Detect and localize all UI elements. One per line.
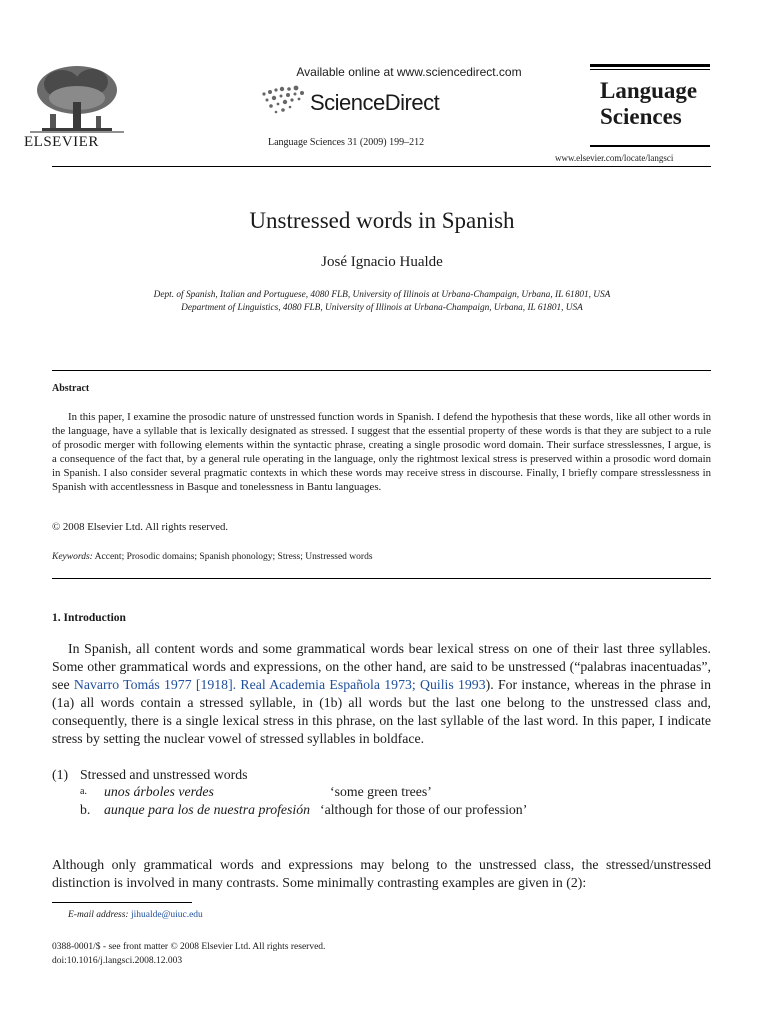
abstract-copyright: © 2008 Elsevier Ltd. All rights reserved. — [52, 521, 229, 533]
abstract-heading: Abstract — [52, 383, 90, 394]
example-number: (1) — [52, 767, 69, 782]
available-online-text: Available online at www.sciencedirect.com — [296, 65, 522, 79]
journal-masthead-rule-thin — [590, 69, 710, 70]
journal-masthead-rule — [590, 64, 710, 67]
abstract-body: In this paper, I examine the prosodic nature of unstressed function words in Spanish. I defend the hypothesis that these words, like all other words in the language, have a syllable that is lexically designated as stressed. I suggest that the essential property of these words is that they are subject to a rule of prosodic merger with following elements within the syntactic phrase, creating a single prosodic word domain. Their surface stresslessnes, I argue, is a consequence of the fact that, by a general rule operating in the language, only the rightmost lexical stress is preserved within a prosodic word domain in Spanish. I also consider several pragmatic contexts in which these words may receive stress in discourse. Finally, I briefly compare stresslessness in Spanish with accentlessness in Basque and tonelessness in Bantu languages. — [52, 411, 711, 493]
journal-masthead-rule-bottom — [590, 145, 710, 147]
elsevier-wordmark: ELSEVIER — [24, 134, 99, 150]
example-b-gloss: ‘although for those of our profession’ — [320, 802, 528, 817]
section-heading: 1. Introduction — [52, 612, 126, 624]
doi-line[interactable]: doi:10.1016/j.langsci.2008.12.003 — [52, 956, 183, 966]
author-affiliation-1: Dept. of Spanish, Italian and Portuguese, 4080 FLB, University of Illinois at Urbana-Champaign, Urbana, IL 61801, USA — [153, 290, 611, 300]
journal-citation: Language Sciences 31 (2009) 199–212 — [268, 137, 425, 148]
keywords-line — [52, 552, 373, 562]
footnote-email-line — [68, 910, 203, 920]
example-b-marker: b. — [80, 802, 91, 817]
example-a-marker: a. — [80, 786, 87, 797]
intro-paragraph — [52, 640, 711, 748]
intro-text-part-1: In Spanish, all content words and some grammatical words bear lexical stress on one of their last three syllables. Some other grammatical words and expressions, on the other hand, are said to be unstressed (“palabras inacentuadas”, see — [52, 641, 711, 692]
footnote-label: E-mail address: — [68, 910, 129, 920]
journal-title-line-2: Sciences — [600, 104, 682, 129]
sciencedirect-wordmark: ScienceDirect — [310, 90, 440, 115]
citation-link[interactable]: Navarro Tomás 1977 [1918]. Real Academia Española 1973; Quilis 1993 — [73, 677, 486, 692]
example-b-spanish: aunque para los de nuestra profesión — [104, 802, 311, 817]
author-affiliation-2: Department of Linguistics, 4080 FLB, University of Illinois at Urbana-Champaign, Urbana, IL 61801, USA — [181, 303, 583, 313]
header-divider — [52, 166, 711, 167]
example-a-gloss: ‘some green trees’ — [330, 784, 432, 799]
body-paragraph-2: Although only grammatical words and expressions may belong to the unstressed class, the stressed/unstressed distinction is involved in many contrasts. Some minimally contrasting examples are given in (2): — [52, 857, 711, 890]
intro-text-part-2: ). For instance, whereas in the phrase in (1a) all words contain a stressed syllable, in (1b) all words but the last one belong to the unstressed class and, consequently, there is a single lexical stress in this phrase, on the last syllable of the last word. In this paper, I indicate stress by setting the nuclear vowel of stressed syllables in boldface. — [52, 677, 711, 746]
issn-line: 0388-0001/$ - see front matter © 2008 Elsevier Ltd. All rights reserved. — [52, 942, 326, 952]
example-a-spanish: unos árboles verdes — [104, 784, 214, 799]
abstract-divider-bottom — [52, 578, 711, 579]
keywords-list: Accent; Prosodic domains; Spanish phonology; Stress; Unstressed words — [94, 552, 373, 562]
journal-masthead-title — [600, 78, 697, 130]
journal-title-line-1: Language — [600, 78, 698, 103]
footnote-divider — [52, 902, 192, 903]
example-heading: Stressed and unstressed words — [80, 767, 248, 782]
article-author: José Ignacio Hualde — [321, 254, 443, 270]
article-title: Unstressed words in Spanish — [249, 208, 515, 233]
journal-url-link[interactable]: www.elsevier.com/locate/langsci — [555, 153, 674, 163]
sciencedirect-dots-icon — [258, 84, 310, 116]
author-email-link[interactable]: jihualde@uiuc.edu — [130, 910, 203, 920]
keywords-label: Keywords: — [52, 552, 93, 562]
abstract-divider-top — [52, 370, 711, 371]
